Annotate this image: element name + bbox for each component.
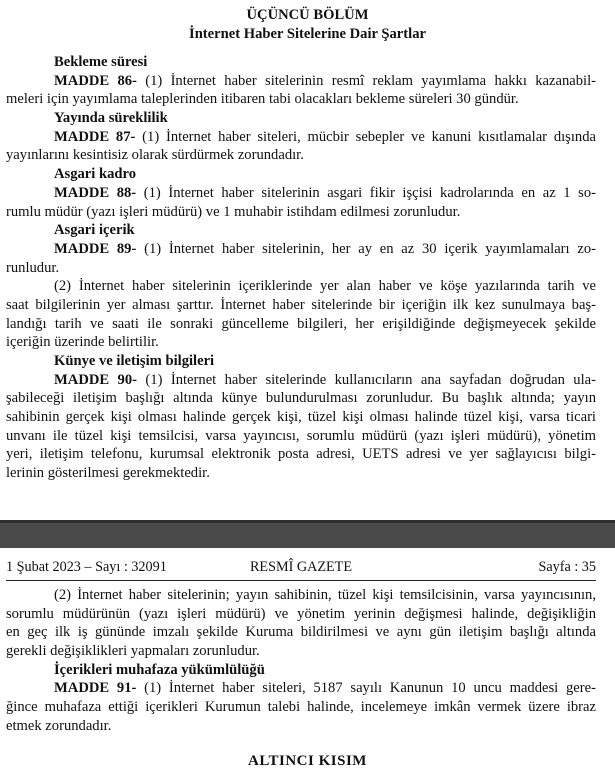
article-89-line-1 xyxy=(6,240,596,259)
article-89-line-2: runludur. xyxy=(6,259,60,276)
article-90-p2-line-1: (2) İnternet haber sitelerinin; yayın sahibinin, tüzel kişi temsilcisinin, varsa yayıncısının, xyxy=(54,587,596,603)
heading-asgari-kadro: Asgari kadro xyxy=(54,166,137,183)
page-separator-shadow xyxy=(0,520,615,523)
section-subtitle: İnternet Haber Sitelerine Dair Şartlar xyxy=(189,26,426,42)
heading-bekleme-suresi: Bekleme süresi xyxy=(54,54,148,70)
article-88-label: MADDE 88- xyxy=(54,184,137,201)
article-90-line-1 xyxy=(6,371,596,390)
document-page-bottom xyxy=(0,548,615,769)
article-89-p2-line-3: landığı tarih ve saati ile sonraki güncelleme bilgileri, her erişildiğinde değişmeyecek şekilde xyxy=(6,315,596,332)
article-87-text-1: (1) İnternet haber siteleri, mücbir sebepler ve kanuni kısıtlamalar dışında xyxy=(142,128,596,145)
section-title: ÜÇÜNCÜ BÖLÜM xyxy=(246,7,369,23)
article-90-text-1: (1) İnternet haber sitelerinde kullanıcıların ana sayfadan doğrudan ula- xyxy=(145,371,596,388)
article-88-line-2: rumlu müdür (yazı işleri müdürü) ve 1 muhabir istihdam edilmesi zorunludur. xyxy=(6,203,461,220)
article-86-label: MADDE 86- xyxy=(54,72,137,89)
article-89-p2-line-4: içeriğin üzerinde belirtilir. xyxy=(6,334,159,351)
article-87-line-1 xyxy=(6,128,596,147)
article-89-text-1: (1) İnternet haber sitelerinin, her ay en az 30 içerik yayımlamaları zo- xyxy=(144,240,596,257)
article-87-label: MADDE 87- xyxy=(54,128,136,145)
heading-kunye-iletisim: Künye ve iletişim bilgileri xyxy=(54,353,215,369)
article-90-p2-line-2: sorumlu müdürünün (yazı işleri müdürü) ve yönetim yerinin değişmesi halinde, değişikliğin xyxy=(6,605,596,622)
article-91-line-3: etmek zorundadır. xyxy=(6,717,112,734)
heading-icerik-muhafaza: İçerikleri muhafaza yükümlülüğü xyxy=(54,661,265,678)
article-91-line-1 xyxy=(6,679,596,698)
article-87-line-2: yayınlarını kesintisiz olarak sürdürmek zorundadır. xyxy=(6,147,304,164)
article-91-text-1: (1) İnternet haber siteleri, 5187 sayılı Kanunun 10 uncu maddesi gere- xyxy=(144,680,596,697)
article-90-line-6: lerinin gösterilmesi gerekmektedir. xyxy=(6,465,210,482)
header-rule xyxy=(6,580,596,581)
article-86-line-1 xyxy=(6,72,596,91)
heading-asgari-icerik: Asgari içerik xyxy=(54,222,135,239)
article-91-label: MADDE 91- xyxy=(54,680,137,697)
article-90-p2-line-4: gerekli değişiklikleri yapmaları zorunludur. xyxy=(6,643,260,660)
article-91-line-2: ğince muhafaza ettiği içerikleri Kurumun talebi halinde, incelemeye imkân vermek üzere ibraz xyxy=(6,699,596,716)
header-page-number: Sayfa : 35 xyxy=(538,559,596,575)
heading-yayinda-sureklilik: Yayında süreklilik xyxy=(54,110,168,127)
article-89-label: MADDE 89- xyxy=(54,240,137,257)
article-90-line-3: sahibinin gerçek kişi olması halinde gerçek kişi, tüzel kişi olması halinde tüzel kişi, varsa ticari xyxy=(6,409,596,426)
article-89-p2-line-1: (2) İnternet haber sitelerinin içeriklerinde yer alan haber ve köşe yazılarında tarih ve xyxy=(54,278,596,295)
article-90-line-4: unvanı ile tüzel kişi temsilcisi, varsa yayıncısı, sorumlu müdürü (yazı işleri müdürü), yönetim xyxy=(6,427,596,444)
article-90-label: MADDE 90- xyxy=(54,371,137,388)
article-86-line-2: meleri için yayımlama taleplerinden itibaren tabi olacakları bekleme süreleri 30 gündür. xyxy=(6,91,519,108)
text-column-bottom xyxy=(6,586,596,736)
article-90-line-2: şabileceği iletişim başlığı altında künye bulundurulması zorunludur. Bu başlık altında; yayın xyxy=(6,390,596,407)
page-separator xyxy=(0,520,615,548)
article-90-p2-line-3: en geç ilk iş gününde imzalı şekilde Kuruma bildirilmesi ve aynı gün iletişim başlığı altında xyxy=(6,624,596,641)
text-column-top xyxy=(6,53,596,483)
article-88-line-1 xyxy=(6,184,596,203)
next-part-title: ALTINCI KISIM xyxy=(248,753,367,769)
header-gazette-name: RESMÎ GAZETE xyxy=(249,559,353,575)
header-date-issue: 1 Şubat 2023 – Sayı : 32091 xyxy=(6,559,167,575)
running-header xyxy=(6,558,596,576)
article-90-line-5: yeri, iletişim telefonu, kurumsal elektronik posta adresi, UETS adresi ve yer sağlayıcısı bilgi- xyxy=(6,446,596,463)
article-86-text-1: (1) İnternet haber sitelerinin resmî reklam yayımlama hakkı kazanabil- xyxy=(145,72,596,89)
article-88-text-1: (1) İnternet haber sitelerinin asgari fikir işçisi kadrolarında en az 1 so- xyxy=(143,184,596,201)
article-89-p2-line-2: saat bilgilerinin yer alması şarttır. İnternet haber sitelerinde bir içeriğin ilk kez sunulmaya baş- xyxy=(6,296,596,313)
